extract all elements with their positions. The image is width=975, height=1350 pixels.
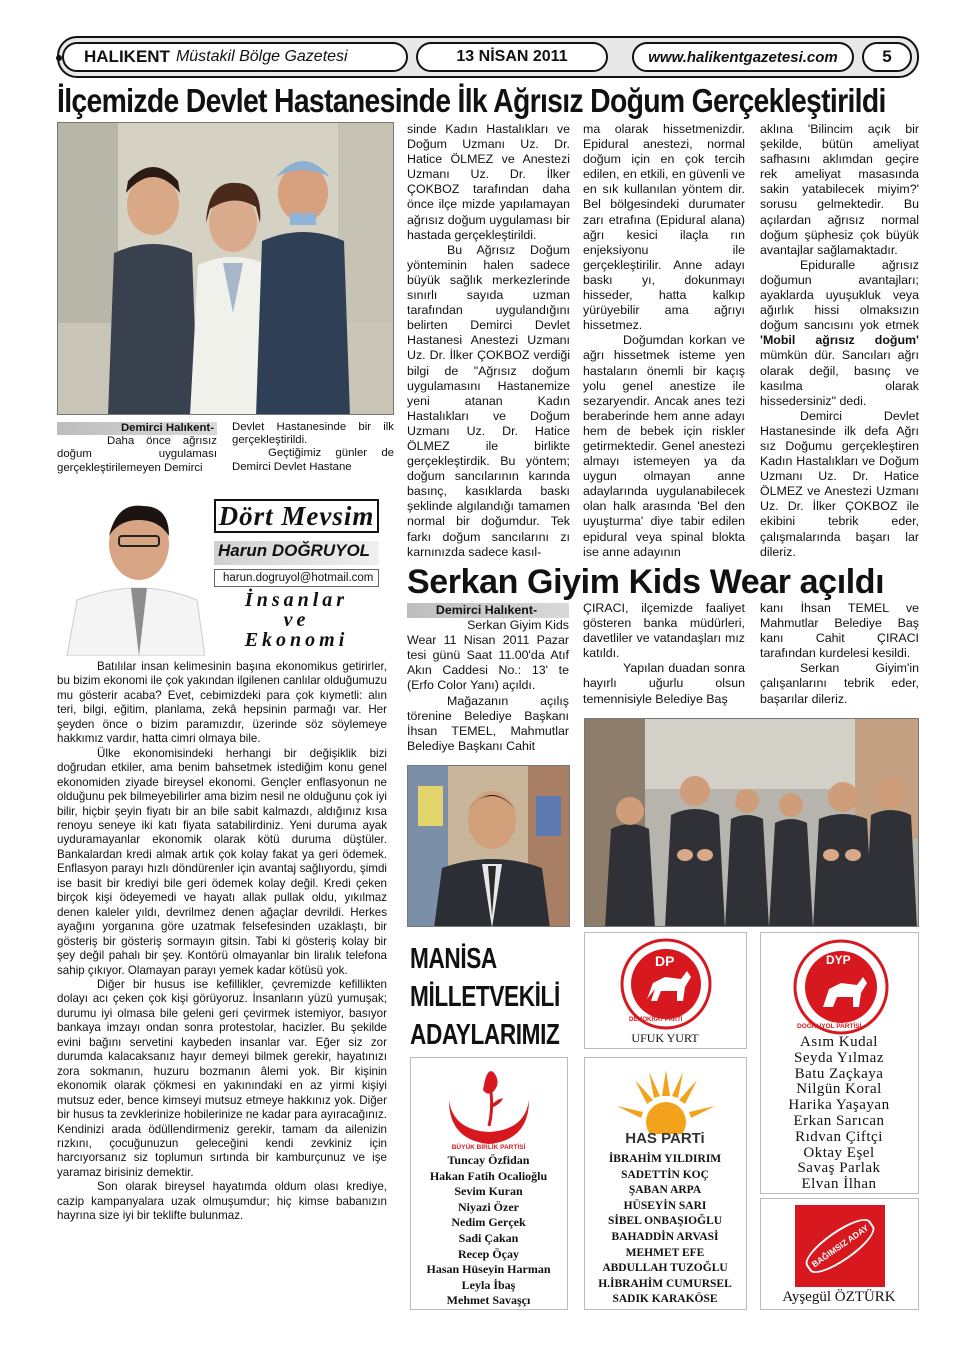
has-candidate-name: İBRAHİM YILDIRIM [608,1153,722,1165]
article1-lead-right [232,421,394,485]
article1-col3-bold-phrase: 'Mobil ağrısız doğum' [760,333,919,348]
article1-lead-right-text-2: Geçtiğimiz günler de Demirci Devlet Hastane [232,447,394,473]
bbp-candidate-name: Sevim Kuran [454,1184,523,1199]
issue-date [416,42,608,72]
article1-col3-para-1: aklına 'Bilincim açık bir şekilde, bütün ameliyat safhasını aklımdan geçire rek ameliyat masasında sakin yatabilecek miyim?' sorusu gelmektedir. Bu açılardan ağrısız normal doğum şüphesiz çok büyük avantajlar sağlamaktadır. [760,122,919,257]
candidates-title-line-1: MANİSA [410,943,497,975]
article1-col3-para-2 [760,258,919,409]
has-candidate-box [584,1057,747,1310]
bbp-rose-logo-icon [439,1060,539,1146]
dyp-candidate-name: Asım Kudal [800,1034,878,1050]
dyp-candidate-name: Nilgün Koral [796,1081,882,1098]
has-candidate-list [585,1152,745,1308]
column-para-2: Ülke ekonomisindeki herhangi bir değişiklik bizi doğrudan etkiler, ama benim bahsetmek istediğim konu genel ekonomiden ziyade bireysel ekonomi. Gençler enflasyonun ne olduğunu pek bilmeyebilirler ama bizim nesil ne olduğunu çok iyi bilir, hiçbir şeyin fiyatı bir an bile sabit kalmazdı, aldığınız kısa renoyu seneye iki katı fiyata satabilirdiniz. Yeni duruma ayak uyduramayanlar ekonomik olarak kötü duruma düştüler. Bankalardan kredi almak artık çok kolay fakat ya geri ödemek. Enflasyon parayı hızlı döndürenler için avantaj sağlıyordu, şimdi ise basit bir krediyi bile geri ödemek kolay değil. Kredi çeken birçok kişi ödeyemedi ve hayatı allak pullak oldu, yıkılmaz denen kaleler yıldı, devrilmez denen ağaçlar devrildi. Herkes ayağını yorganına göre uzatmak felsefesinden uzaklaştı, bir gösteriş bir gösteriş sormayın gitsin. Tabi ki gösteriş kolay bir şey değil pahalı bir şey. Kontörü olmayanlar bin liralık telefona sahip çıkıyor. Olamayan parayı yemek kadar kötüsü yok. [57,746,387,977]
column-body [57,660,387,1312]
column-author: Harun DOĞRUYOL [218,541,371,560]
page-number [862,42,912,72]
independent-candidate-box [760,1198,919,1310]
website[interactable] [632,42,854,72]
article2-col2-para-2: Yapılan duadan sonra hayırlı uğurlu olsun temennisiyle Belediye Baş [583,661,745,706]
hospital-staff-photo [57,122,394,415]
column-subtitle [214,590,379,650]
has-candidate-name: SADIK KARAKÖSE [612,1293,718,1306]
has-candidate-name: MEHMET EFE [625,1246,705,1259]
article1-lead-left [57,422,217,486]
bbp-candidate-name: Sadi Çakan [458,1230,519,1245]
issue-date-text: 13 NİSAN 2011 [456,48,568,65]
columnist-photo [57,492,205,656]
article2-kicker: Demirci Halıkent- [407,603,569,618]
independent-stamp-text: BAĞIMSIZ ADAY [809,1222,871,1270]
paper-name-italic: Müstakil Bölge Gazetesi [175,48,348,65]
has-candidate-name: H.İBRAHİM CUMURSEL [598,1277,732,1290]
dyp-logo-icon [789,937,893,1037]
candidates-title-line-3: ADAYLARIMIZ [410,1019,560,1051]
paper-name-bold: HALIKENT [84,47,170,66]
article1-lead-right-text: Devlet Hastanesinde bir ilk gerçekleştirildi. [232,421,394,447]
column-email[interactable] [214,569,379,587]
dp-candidate-box [584,932,747,1049]
has-candidate-name: ABDULLAH TUZOĞLU [602,1262,728,1275]
opening-ceremony-illustration [585,719,919,927]
dyp-candidate-box [760,932,919,1194]
columnist-portrait [57,492,205,656]
dyp-logo-text: DYP [826,953,851,967]
article2-column-2 [583,601,745,716]
article1-col3-para-2-a: Epiduralle ağrısız doğumun avantajları; ayaklarda uyuşukluk veya ağırlık hissi olmaksızın doğum sancısını yok etmek [760,257,919,333]
has-candidate-name: SADETTİN KOÇ [621,1168,709,1181]
article1-col2-para-1: ma olarak hissetmenizdir. Epidural anestezi, normal doğum için en çok tercih edilen, en etkili, en güvenli ve en sık kullanılan yöntem dir. Bel bölgesindeki durumater zarı etrafına (Epidural alana) ağrı kesici ilaçla rın enjeksiyonu ile gerçekleştirilir. Anne adayı baskı yı, dokunmayı hisseder, hatta kalkıp yürüyebilir ama ağrıyı hissetmez. [583,122,745,333]
bbp-candidate-name: Hasan Hüseyin Harman [426,1262,551,1277]
article2-col3-para-2: Serkan Giyim'in çalışanlarını tebrik eder, başarılar dileriz. [760,661,919,706]
article1-col1-para-2: Bu Ağrısız Doğum yönteminin halen sadece büyük sağlık merkezlerinde sınırlı sayıda uzman tarafından uygulandığını belirten Demirci Devlet Hastanesi Anestezi Uzmanı Uz. Dr. İlker ÇOKBOZ verdiği bilgi de "Ağrısız doğum uygulamasını Hastanemize yeni atanan Kadın Hastalıkları ve Doğum Uzmanı Uz. Dr. Hatice ÖLMEZ ile birlikte gerçekleştirdik. Bu yöntem; doğum sancılarının karında basınç, kasıklarda baskı şeklinde algılandığı tamamen normal bir doğumdur. Tek farkı doğum sancılarını zı karnınızda sadece kasıl- [407,242,570,559]
bbp-candidate-name: Mehmet Savaşçı [446,1293,531,1308]
bbp-candidate-name: Leyla İbaş [461,1277,516,1292]
article1-col3-para-2-b: mümkün dür. Sancıları ağrı olarak değil, basınç ve kasılma olarak hissedersiniz" dedi. [760,348,919,408]
dyp-candidate-name: Savaş Parlak [797,1160,881,1177]
bbp-candidate-name: Recep Öçay [458,1246,519,1261]
article1-column-2 [583,122,745,562]
has-candidate-name: BAHADDİN ARVASİ [611,1230,719,1243]
article2-column-3 [760,601,919,716]
article1-kicker: Demirci Halıkent- [57,422,217,435]
dyp-ring-text: DOĞRUYOL PARTİSİ [797,1023,862,1030]
independent-candidate-name: Ayşegül ÖZTÜRK [782,1289,896,1305]
page-number-text: 5 [882,47,892,66]
dp-ring-text: DEMOKRAT PARTİ [629,1017,683,1023]
candidates-title [410,940,560,1058]
bbp-party-name: BÜYÜK BİRLİK PARTİSİ [451,1144,526,1151]
dyp-candidate-name: Elvan İlhan [801,1176,877,1193]
column-author-box [214,541,379,565]
dyp-candidate-name: Seyda Yılmaz [793,1049,884,1066]
dyp-candidate-name: Oktay Eşel [803,1144,875,1161]
article1-lead-left-text: Daha önce ağrısız doğum uygulaması gerçekleştirilemeyen Demirci [57,435,217,474]
has-party-name: HAS PARTi [625,1130,705,1147]
column-para-1: Batılılar insan kelimesinin başına ekonomikus getirirler, bu bizim ekonomi ile çok yakından ilgilenen canlılar olduğumuzu mu gösterir acaba? Evet, cebimizdeki para çok kıymetli: alın teri, bilgi, eğitim, planlama, zekâ hepsinin parmağı var. Her şeyden önce o bizim paramızdır, üzerinde söz söylemeye hakkımız vardır, hatta cimri olmaya bile. [57,660,387,746]
column-para-3: Diğer bir husus ise kefillikler, çevremizde kefillikten dolayı acı çeken çok kişi görüyoruz. İnsanların yüzü yumuşak; durumu iyi olmasa bile geleni geri çevirmek istemiyor, basıyor bankaya imzayı ondan sonra protestolar, hacizler. Bu şekilde evini bağını servetini kaybeden insanlar var. Eğer siz zor durumda kalacaksanız hayır demeyi bilmek gerekir, hayatınızı zora sokmanın, huzuru bozmanın âlemi yok. Bir kişinin ekonomik olarak çökmesi en yakınındaki en az yirmi kişiyi mutsuz eder, bence kimseyi mutsuz etmeye hakkınız yok. Diğer bir husus ta zevklerinize hobilerinize ne kadar para ayıracağınız. Kendinizi arada ödüllendirmeniz gerekir, tamam da ailenizin rızkını, çocuğunuzun geleceğini kendi zevkiniz için harcıyorsanız siz toplumun sırtında bir kamburçunuz ve işe yaramaz birisiniz demektir. [57,977,387,1179]
column-subtitle-line-1: İnsanlar [244,589,349,611]
article2-col2-para-1: ÇIRACI, ilçemizde faaliyet gösteren banka müdürleri, davetliler ve vatandaşları mız katıldı. [583,601,745,661]
article2-col1-para-2: Mağazanın açılış törenine Belediye Başkanı İhsan TEMEL, Mahmutlar Belediye Başkanı Cahit [407,693,569,753]
website-text: www.halikentgazetesi.com [648,48,838,66]
article2-headline: Serkan Giyim Kids Wear açıldı [407,563,885,601]
article2-col1-lead: Serkan Giyim Kids [467,618,569,633]
paper-name [62,42,408,72]
bbp-candidate-box [410,1057,568,1310]
bbp-candidate-list [411,1153,566,1309]
column-subtitle-line-2: ve [283,609,310,631]
has-sun-logo-icon [611,1062,721,1134]
shop-owner-photo [407,765,570,927]
hospital-staff-illustration [58,123,394,415]
dyp-candidate-name: Rıdvan Çiftçi [795,1128,883,1145]
column-title-box [214,499,379,533]
article1-column-1 [407,122,570,562]
column-para-4: Son olarak bireysel hayatımda oldum olası krediye, cazip kampanyalara uzak olmuşumdur; hiç kimse babanızın hayrına size iyi bir teklifte bulunmaz. [57,1180,387,1223]
article1-headline-box [57,82,919,122]
dyp-candidate-name: Harika Yaşayan [788,1097,890,1114]
header-dot [56,55,62,61]
dyp-candidate-list [761,1035,917,1193]
has-candidate-name: HÜSEYİN SARI [623,1199,707,1212]
article2-column-1 [407,603,569,763]
bbp-candidate-name: Niyazi Özer [458,1199,519,1214]
column-title: Dört Mevsim [218,500,375,531]
article2-col3-para-1: kanı İhsan TEMEL ve Mahmutlar Belediye Baş kanı Cahit ÇIRACI tarafından kurdelesi kesildi. [760,601,919,661]
bbp-candidate-name: Nedim Gerçek [451,1215,526,1230]
column-email-text: harun.dogruyol@hotmail.com [223,572,374,584]
candidates-title-line-2: MİLLETVEKİLİ [410,981,560,1013]
dyp-candidate-name: Erkan Sarıcan [793,1112,885,1129]
opening-ceremony-photo [584,718,919,927]
has-candidate-name: SİBEL ONBAŞIOĞLU [607,1215,723,1228]
article2-col1-para-1: Wear 11 Nisan 2011 Pazar tesi günü Saat 11.00'da Atıf Akın Caddesi No.: 13' te (Erfo Color Yanı) açıldı. [407,633,569,693]
dp-slogan: UFUK YURT [631,1031,699,1045]
bbp-candidate-name: Tuncay Özfidan [447,1153,530,1167]
shop-owner-illustration [408,766,570,927]
dp-logo-text: DP [655,953,675,969]
article1-col3-para-3: Demirci Devlet Hastanesinde ilk defa Ağrı sız Doğumu gerçekleştiren Kadın Hastalıkları ve Doğum Uzmanı Uz. Dr. Hatice ÖLMEZ ve Anestezi Uzmanı Uz. Dr. İlker ÇOKBOZ ile ekibini tebrik eder, çalışmalarında başarı lar dileriz. [760,408,919,559]
independent-stamp [795,1205,885,1287]
bbp-candidate-name: Hakan Fatih Ocalioğlu [429,1168,548,1183]
article2-headline-box [407,563,919,603]
article1-headline: İlçemizde Devlet Hastanesinde İlk Ağrısız Doğum Gerçekleştirildi [57,82,886,119]
independent-stamp-ring [799,1211,880,1280]
dyp-candidate-name: Batu Zaçkaya [794,1065,884,1082]
article1-column-3 [760,122,919,562]
article1-col1-para-1: sinde Kadın Hastalıkları ve Doğum Uzmanı Uz. Dr. Hatice ÖLMEZ ve Anestezi Uzmanı Uz. Dr. İlker ÇOKBOZ tarafından daha önce ilçe mizde yapılamayan ağrısız doğum uygulaması bir hastada gerçekleştirildi. [407,122,570,242]
has-candidate-name: ŞABAN ARPA [628,1184,702,1197]
article1-col2-para-2: Doğumdan korkan ve ağrı hissetmek isteme yen hastaların önemli bir kaçış yolu genel anestize ile sezaryendir. Ancak anes tezi beraberinde hem anne adayı hem de bebek için riskler getirmektedir. Genel anestezi almayı istemeyen ya da uygun olmayan anne adaylarında uygulanabilecek olan halk arasında 'Bel den uyuşturma' diye tabir edilen epidural veya spinal blokta ise anne adayının [583,333,745,559]
column-subtitle-line-3: Ekonomi [244,629,349,651]
